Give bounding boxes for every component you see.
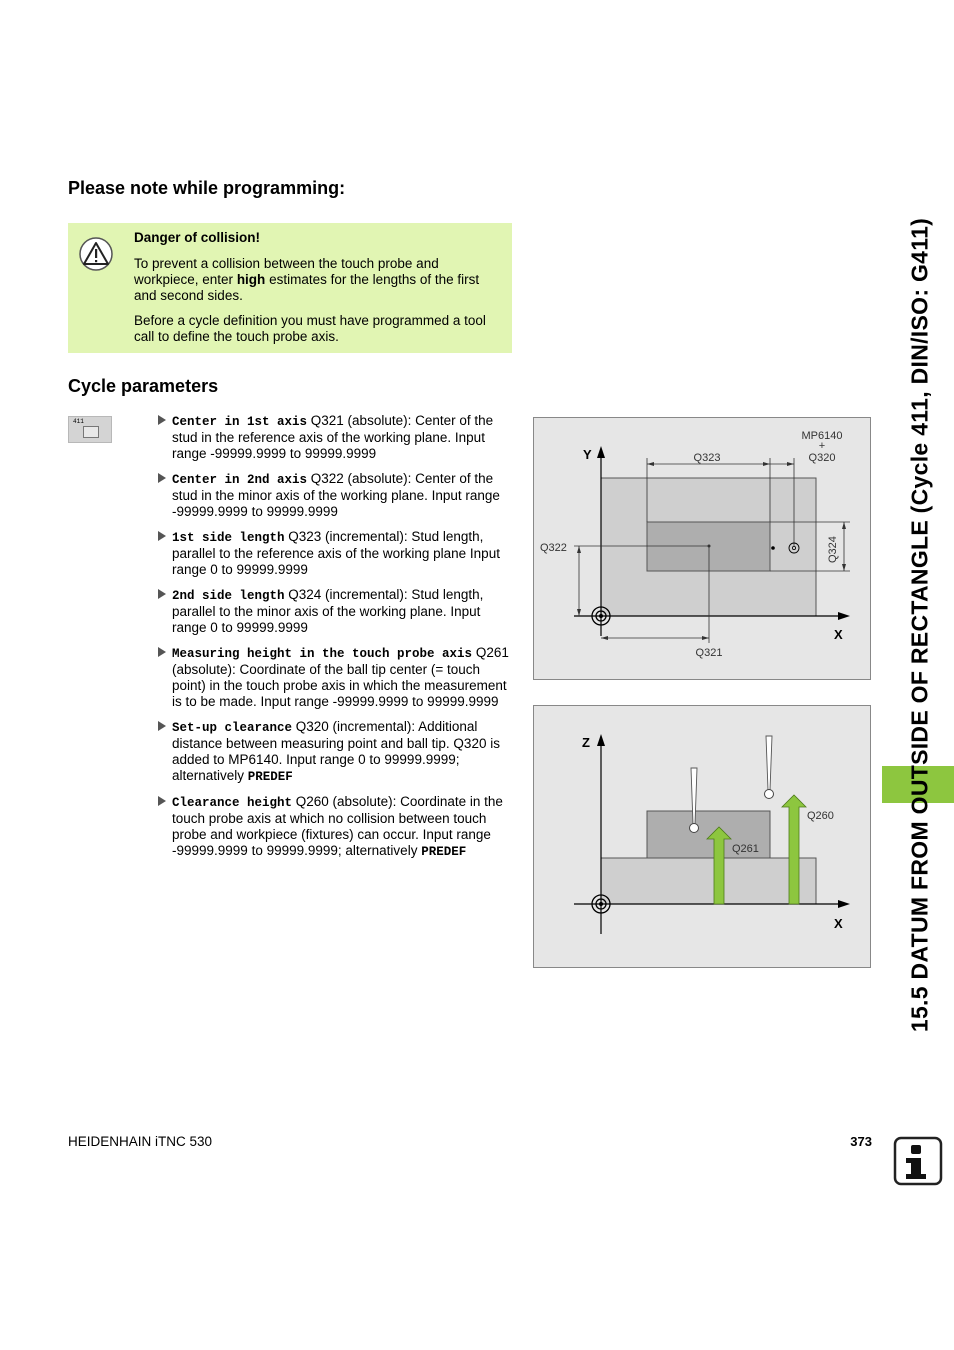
- x-axis-label-2: X: [834, 916, 843, 931]
- q260-label: Q260: [807, 810, 834, 822]
- parameter-description: Q261 (absolute): Coordinate of the ball tip center (= touch point) in the touch probe axis in which the measurement is to be made. Input range -99999.9999 to 99999.9999: [172, 645, 509, 709]
- parameter-item: [158, 645, 512, 710]
- triangle-arrow-icon: [158, 589, 166, 599]
- mp6140-label: MP6140: [801, 430, 843, 442]
- parameter-description: Q324 (incremental): Stud length, parallel to the minor axis of the working plane. Input range 0 to 99999.9999: [172, 587, 484, 635]
- parameter-name: Center in 2nd axis: [172, 473, 308, 487]
- xy-diagram: [534, 418, 872, 681]
- y-axis-label: Y: [583, 447, 592, 462]
- softkey-label: 411: [73, 418, 84, 425]
- warning-text-1: To prevent a collision between the touch probe and workpiece, enter high estimates for the lengths of the first and second sides.: [134, 256, 480, 303]
- parameter-item: [158, 587, 512, 636]
- z-axis-label: Z: [582, 735, 590, 750]
- parameter-name: 2nd side length: [172, 589, 285, 603]
- figure-xy-plane: [533, 417, 871, 680]
- side-title-text: 15.5 DATUM FROM OUTSIDE OF RECTANGLE (Cycle 411, DIN/ISO: G411): [906, 217, 933, 1033]
- triangle-arrow-icon: [158, 415, 166, 425]
- q322-label: Q322: [540, 542, 567, 554]
- warning-text-2: Before a cycle definition you must have programmed a tool call to define the touch probe axis.: [134, 313, 486, 344]
- warning-triangle-icon: [78, 237, 114, 271]
- parameter-name: Set-up clearance: [172, 721, 293, 735]
- info-icon: [893, 1136, 943, 1186]
- parameter-description: Q323 (incremental): Stud length, parallel to the reference axis of the working plane Input range 0 to 99999.9999: [172, 529, 500, 577]
- x-axis-label: X: [834, 627, 843, 642]
- note-heading: Please note while programming:: [68, 178, 346, 198]
- parameter-item: [158, 529, 512, 578]
- warning-title: Danger of collision!: [134, 230, 261, 245]
- footer-page-number: 373: [850, 1134, 872, 1149]
- cycle-parameters-heading: Cycle parameters: [68, 376, 219, 396]
- parameter-item: [158, 719, 512, 785]
- triangle-arrow-icon: [158, 647, 166, 657]
- figure-xz-plane: [533, 705, 871, 968]
- parameter-description: Q322 (absolute): Center of the stud in the minor axis of the working plane. Input range -99999.9999 to 99999.9999: [172, 471, 500, 519]
- chapter-side-title: [890, 185, 950, 1065]
- parameter-item: [158, 413, 512, 462]
- parameter-description: Q260 (absolute): Coordinate in the touch probe axis at which no collision between touch probe and workpiece (fixtures) can occur. Input range -99999.9999 to 99999.9999; alternatively: [172, 794, 503, 858]
- parameter-description: Q321 (absolute): Center of the stud in the reference axis of the working plane. Input range -99999.9999 to 99999.9999: [172, 413, 494, 461]
- q261-label: Q261: [732, 843, 759, 855]
- cycle-411-softkey[interactable]: [68, 416, 112, 443]
- triangle-arrow-icon: [158, 473, 166, 483]
- triangle-arrow-icon: [158, 531, 166, 541]
- parameter-name: Measuring height in the touch probe axis: [172, 647, 473, 661]
- xz-diagram: [534, 706, 872, 969]
- predef-keyword: PREDEF: [421, 845, 467, 859]
- q320-label: Q320: [808, 452, 836, 464]
- footer-manual-name: HEIDENHAIN iTNC 530: [68, 1134, 213, 1149]
- q324-label: Q324: [827, 536, 839, 563]
- q323-label: Q323: [693, 452, 721, 464]
- triangle-arrow-icon: [158, 721, 166, 731]
- parameter-item: [158, 471, 512, 520]
- parameter-description: Q320 (incremental): Additional distance between measuring point and ball tip. Q320 is added to MP6140. Input range 0 to 99999.9999; alternatively: [172, 719, 500, 783]
- triangle-arrow-icon: [158, 796, 166, 806]
- parameter-name: Center in 1st axis: [172, 415, 308, 429]
- collision-warning-box: [68, 223, 512, 353]
- parameter-list: [158, 413, 512, 869]
- parameter-item: [158, 794, 512, 860]
- plus-label: +: [818, 440, 826, 452]
- q321-label: Q321: [695, 647, 723, 659]
- parameter-name: 1st side length: [172, 531, 285, 545]
- predef-keyword: PREDEF: [247, 770, 293, 784]
- parameter-name: Clearance height: [172, 796, 293, 810]
- rectangle-stud-icon: [83, 426, 99, 438]
